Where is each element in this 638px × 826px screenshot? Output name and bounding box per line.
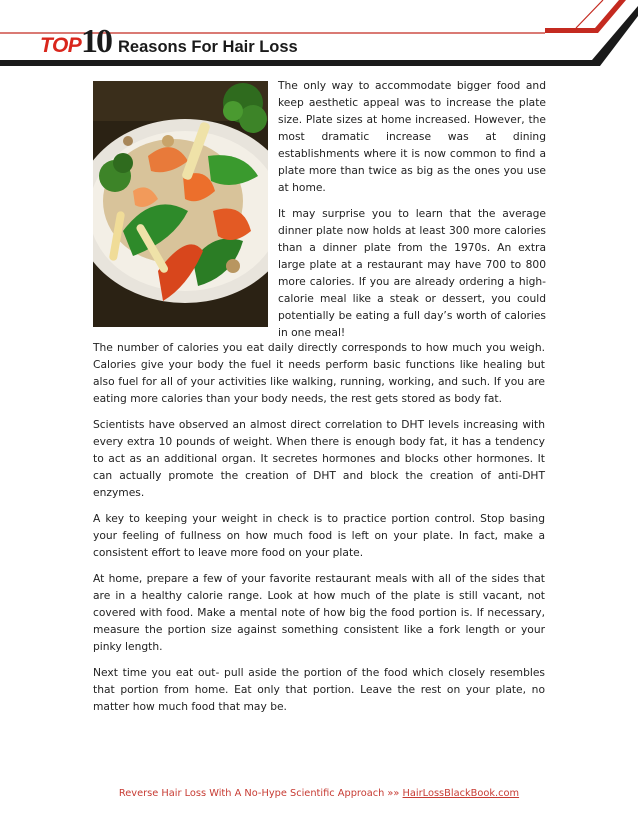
page-footer xyxy=(0,788,638,799)
intro-text-column xyxy=(278,77,546,350)
body-text xyxy=(93,339,545,724)
body-paragraph: A key to keeping your weight in check is to practice portion control. Stop basing your feeling of fullness on how much food is left on your plate. In fact, make a consistent effort to leave more food on your plate. xyxy=(93,512,545,559)
footer-link[interactable]: HairLossBlackBook.com xyxy=(402,788,520,799)
body-paragraph: The number of calories you eat daily directly corresponds to how much you weigh. Calories give your body the fuel it needs perform basic functions like healing but also fuel for all of your activities like walking, running, working, and such. If you are eating more calories than your body needs, the rest gets stored as body fat. xyxy=(93,341,545,405)
footer-tagline: Reverse Hair Loss With A No-Hype Scientific Approach »» xyxy=(118,788,403,799)
body-paragraph: Next time you eat out- pull aside the portion of the food which closely resembles that portion from home. Eat only that portion. Leave the rest on your plate, no matter how much food that may be. xyxy=(93,666,545,713)
body-paragraph: At home, prepare a few of your favorite restaurant meals with all of the sides that are in a healthy calorie range. Look at how much of the plate is still vacant, not covered with food. Make a mental note of how big the food portion is. If necessary, measure the portion size against something consistent like a fork length or your pinky length. xyxy=(93,572,545,653)
side-paragraph: It may surprise you to learn that the average dinner plate now holds at least 300 more calories than a dinner plate from the 1970s. An extra large plate at a restaurant may have 700 to 800 more calories. If you are already ordering a high-calorie meal like a steak or dessert, you could potentially be eating a full day’s worth of calories in one meal! xyxy=(278,207,546,339)
page-header xyxy=(0,0,638,70)
brand-top-text: TOP xyxy=(40,34,82,57)
body-paragraph: Scientists have observed an almost direct correlation to DHT levels increasing with every extra 10 pounds of weight. When there is enough body fat, it has a tendency to act as an additional organ. It secretes hormones and blocks other hormones. It can actually promote the creation of DHT and block the creation of anti-DHT enzymes. xyxy=(93,418,545,499)
brand-ten-text: 10 xyxy=(81,23,111,60)
food-plate-photo xyxy=(93,81,268,327)
page-title: Reasons For Hair Loss xyxy=(118,38,298,56)
side-paragraph: The only way to accommodate bigger food and keep aesthetic appeal was to increase the plate size. Plate sizes at home increased. However, the most dramatic increase was at dining establishments where it is now common to find a plate more than twice as big as the ones you use at home. xyxy=(278,79,546,194)
